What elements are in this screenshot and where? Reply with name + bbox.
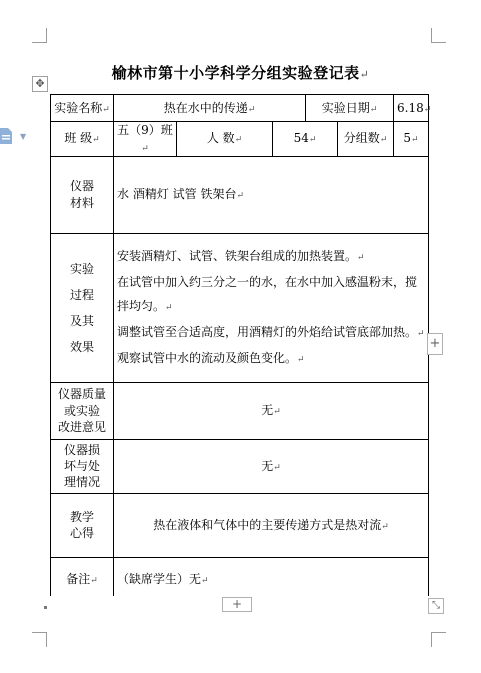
exp-date-value[interactable]: 6.18↵ (394, 95, 429, 122)
table-resize-handle[interactable] (428, 598, 444, 614)
groups-value[interactable]: 5↵ (394, 122, 429, 157)
process-label: 实验 过程 及其 效果 (51, 233, 114, 382)
materials-label: 仪器 材料 (51, 156, 114, 233)
count-value[interactable]: 54↵ (273, 122, 338, 157)
groups-label: 分组数↵ (338, 122, 394, 157)
class-label: 班 级↵ (51, 122, 114, 157)
process-steps[interactable] (114, 233, 429, 382)
add-column-button[interactable] (427, 333, 443, 355)
count-label: 人 数↵ (177, 122, 273, 157)
exp-name-label: 实验名称↵ (51, 95, 114, 122)
process-step: 安装酒精灯、试管、铁架台组成的加热装置。↵ (117, 248, 365, 263)
exp-date-label: 实验日期↵ (306, 95, 394, 122)
damage-value[interactable]: 无↵ (114, 439, 429, 493)
anchor-mark (44, 606, 47, 609)
registration-table (50, 94, 432, 602)
damage-label: 仪器损 坏与处 理情况 (51, 439, 114, 493)
quality-value[interactable]: 无↵ (114, 382, 429, 439)
process-step: 在试管中加入约三分之一的水，在水中加入感温粉末，搅拌均匀。↵ (117, 274, 418, 313)
plus-icon: + (231, 597, 243, 611)
crop-mark-bottom-right (431, 632, 446, 647)
crop-mark-bottom-left (32, 632, 47, 647)
chevron-down-icon[interactable]: ▼ (20, 132, 27, 141)
process-step: 调整试管至合适高度，用酒精灯的外焰给试管底部加热。↵ (117, 324, 425, 339)
quality-label: 仪器质量 或实验 改进意见 (51, 382, 114, 439)
reflection-value[interactable]: 热在液体和气体中的主要传递方式是热对流↵ (114, 493, 429, 557)
document-icon[interactable] (0, 128, 12, 144)
materials-value[interactable]: 水 酒精灯 试管 铁架台↵ (114, 156, 429, 233)
resize-diagonal-icon: ⤡ (432, 600, 440, 611)
class-value[interactable]: 五（9）班↵ (114, 122, 177, 157)
plus-icon: + (429, 336, 441, 351)
notes-value[interactable]: （缺席学生）无↵ (114, 557, 429, 601)
crop-mark-top-left (32, 28, 47, 43)
process-step: 观察试管中水的流动及颜色变化。↵ (117, 350, 305, 365)
page-title: 榆林市第十小学科学分组实验登记表↵ (111, 64, 370, 82)
notes-label: 备注↵ (51, 557, 114, 601)
add-row-button[interactable] (222, 597, 252, 612)
exp-name-value[interactable]: 热在水中的传递↵ (114, 95, 306, 122)
reflection-label: 教学 心得 (51, 493, 114, 557)
move-cross-icon: ✥ (35, 77, 45, 90)
crop-mark-top-right (431, 28, 446, 43)
